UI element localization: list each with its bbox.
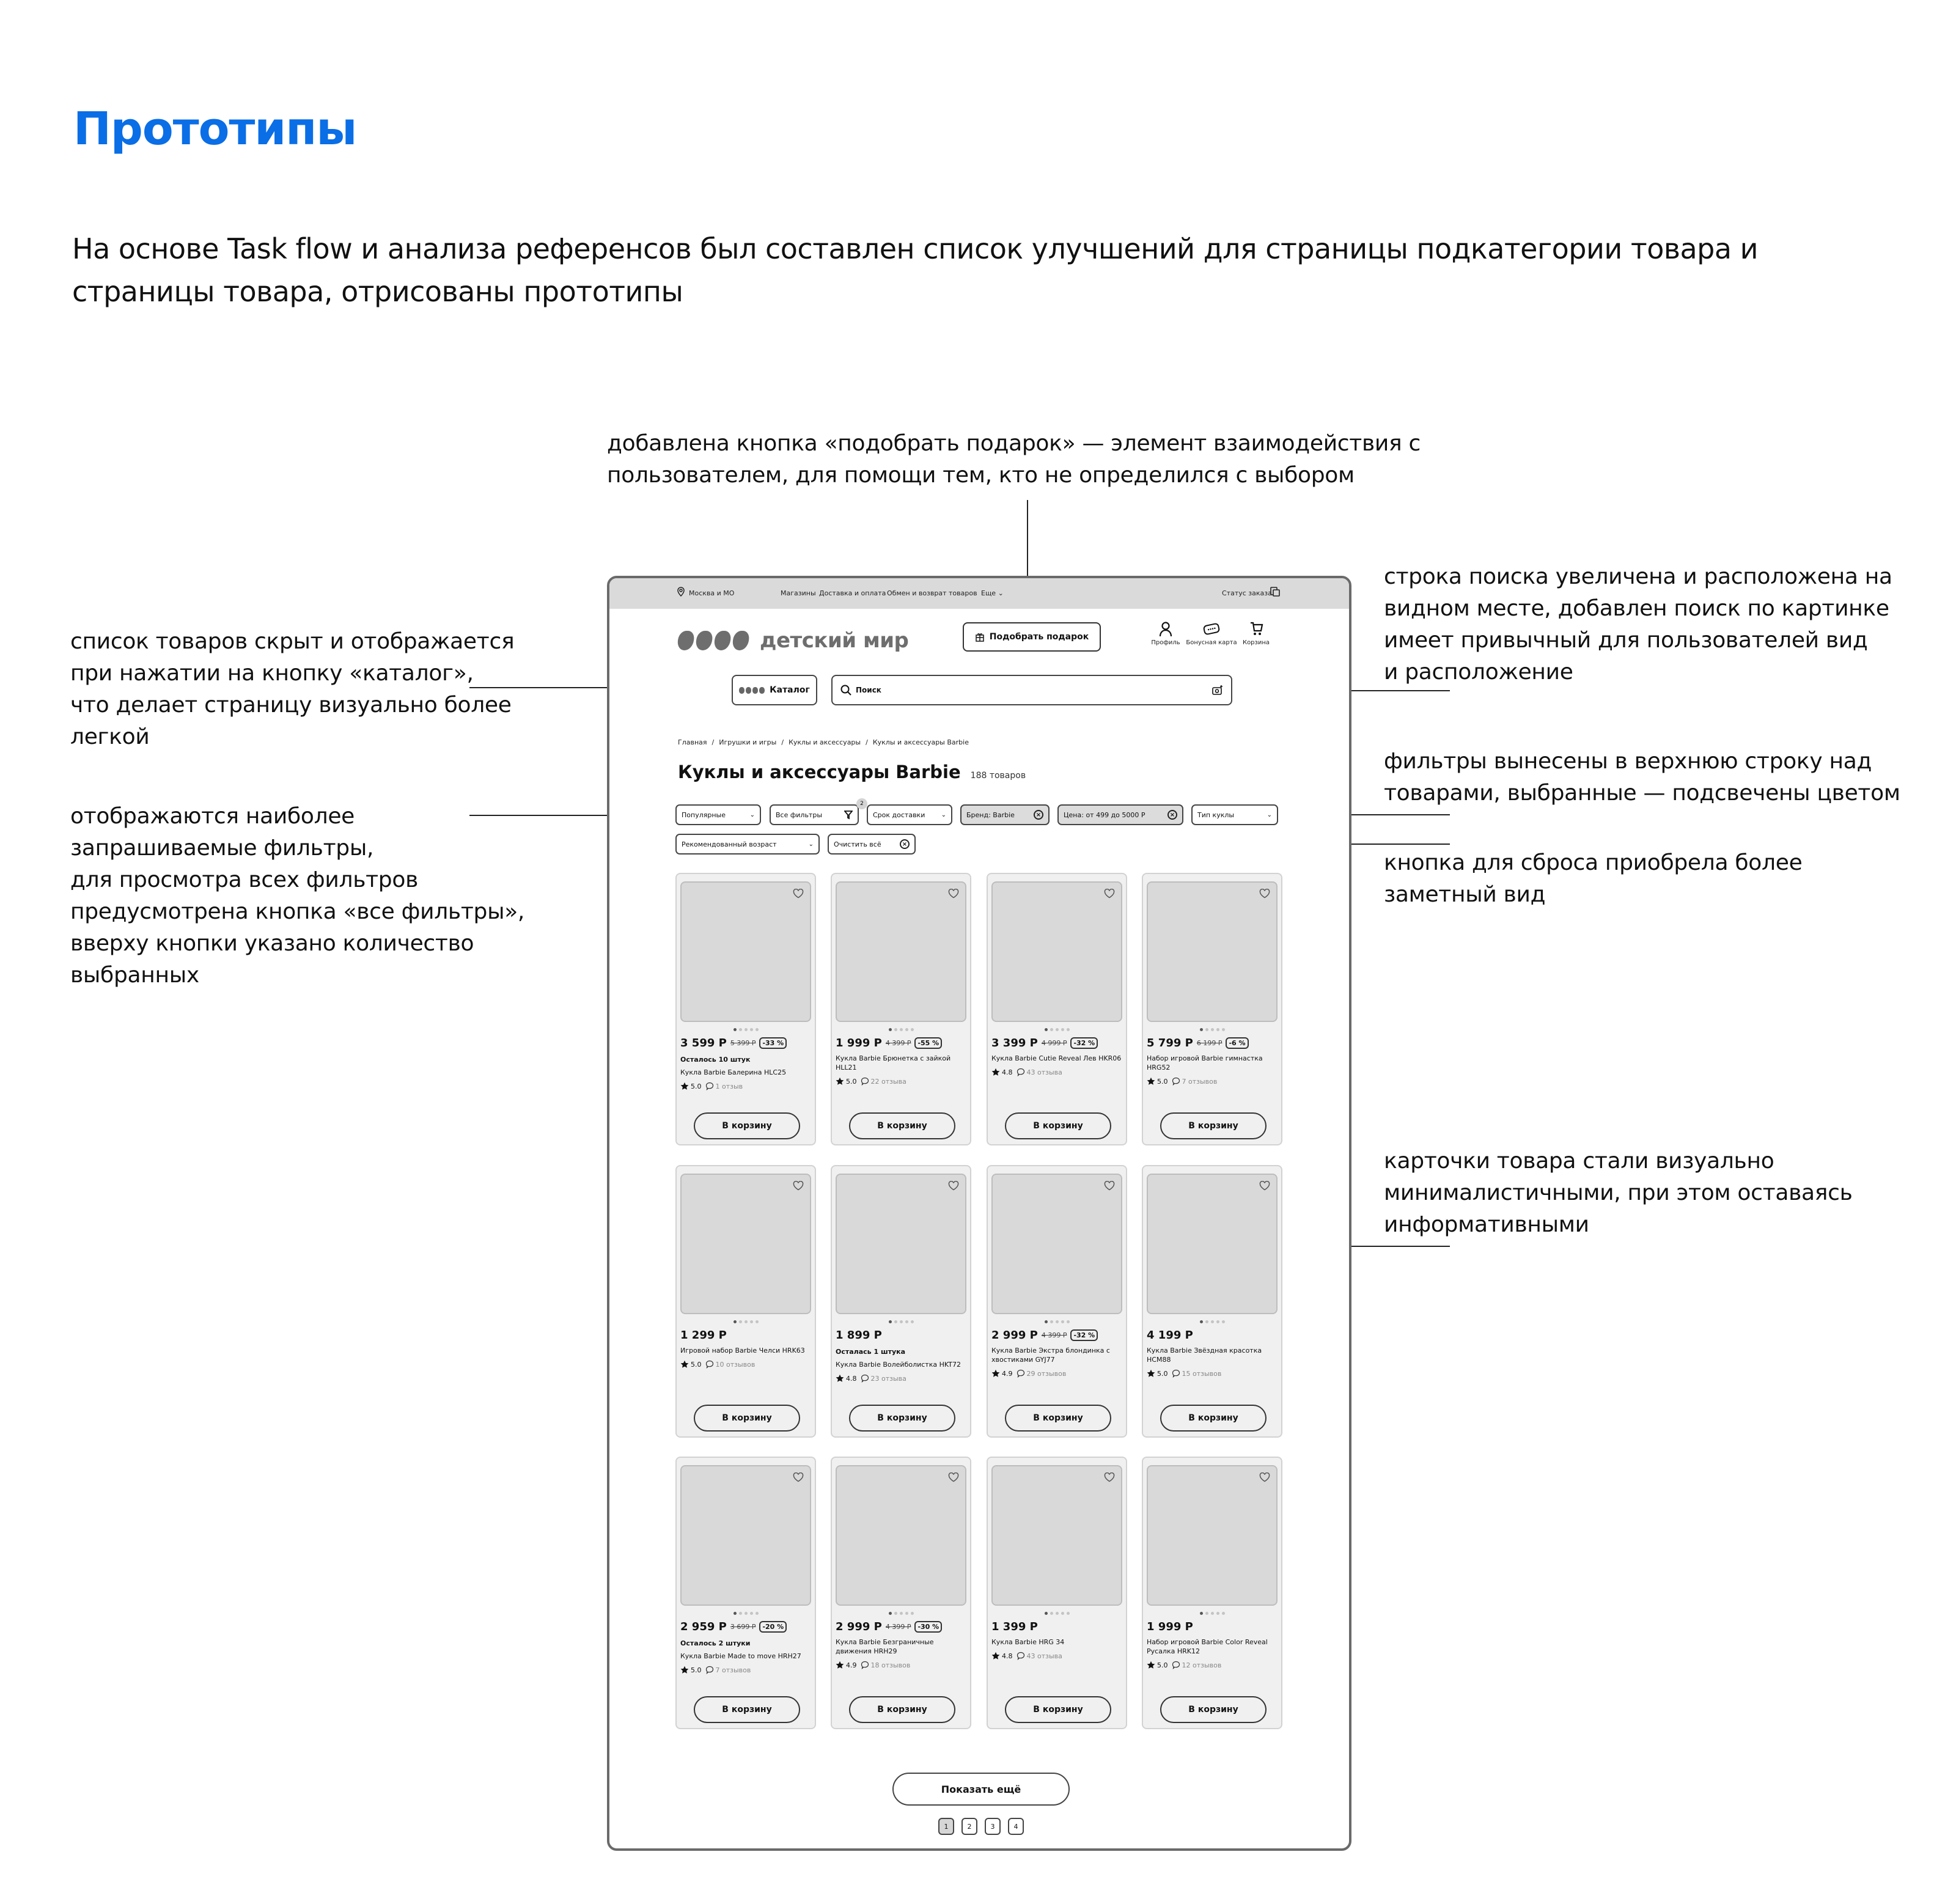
- reviews-count[interactable]: 18 отзывов: [870, 1661, 911, 1669]
- add-to-cart-button[interactable]: В корзину: [849, 1112, 955, 1139]
- annotation-search: [1384, 561, 1892, 688]
- product-rating: [1147, 1661, 1278, 1669]
- star-icon: [1147, 1661, 1155, 1669]
- comment-icon: [1172, 1369, 1180, 1378]
- order-status-link[interactable]: Статус заказа: [1222, 589, 1272, 597]
- location-pin-icon[interactable]: [677, 587, 685, 598]
- bonus-card-icon: [1202, 621, 1221, 637]
- annotation-line: добавлена кнопка «подобрать подарок» — элемент взаимодействия с: [607, 431, 1421, 456]
- star-icon: [991, 1652, 1000, 1660]
- product-rating: [680, 1360, 811, 1369]
- annotation-line: при нажатии на кнопку «каталог»,: [70, 661, 474, 686]
- all-filters-label: Все фильтры: [776, 810, 823, 819]
- product-name[interactable]: Кукла Barbie HRG 34: [991, 1638, 1065, 1646]
- product-old-price: 3 699 Р: [730, 1623, 756, 1631]
- annotation-line: пользователем, для помощи тем, кто не определился с выбором: [607, 463, 1355, 488]
- heart-icon[interactable]: [948, 889, 959, 899]
- product-card[interactable]: [1142, 1165, 1282, 1438]
- profile-label: Профиль: [1151, 639, 1180, 646]
- product-price: 2 999 Р: [836, 1620, 882, 1633]
- add-to-cart-button[interactable]: В корзину: [694, 1696, 800, 1723]
- product-old-price: 4 999 Р: [1041, 1039, 1067, 1047]
- comment-icon: [705, 1666, 714, 1674]
- chevron-down-icon: ⌄: [749, 811, 755, 818]
- image-carousel-dots[interactable]: [677, 1028, 815, 1031]
- stock-note: Осталось 10 штук: [680, 1056, 751, 1064]
- rating-value: 5.0: [1157, 1077, 1168, 1086]
- brand-filter-chip[interactable]: [960, 804, 1050, 825]
- clear-icon: ×: [900, 839, 910, 849]
- pagination: [938, 1818, 1024, 1835]
- logo-text: детский мир: [760, 628, 909, 653]
- rating-value: 5.0: [691, 1082, 702, 1090]
- product-price: 5 799 Р: [1147, 1037, 1193, 1049]
- product-card[interactable]: [831, 873, 971, 1145]
- header-profile[interactable]: [1147, 621, 1184, 646]
- product-price: 3 599 Р: [680, 1037, 727, 1049]
- product-rating: [991, 1068, 1122, 1076]
- product-card[interactable]: [987, 873, 1127, 1145]
- annotation-line: запрашиваемые фильтры,: [70, 836, 374, 861]
- product-card[interactable]: [987, 1165, 1127, 1438]
- product-rating: [836, 1661, 966, 1669]
- clear-all-label: Очистить всё: [834, 840, 881, 848]
- heart-icon[interactable]: [1259, 1181, 1270, 1191]
- product-name[interactable]: Набор игровой Barbie гимнастка HRG52: [1147, 1054, 1263, 1071]
- rating-value: 4.9: [1002, 1369, 1013, 1378]
- all-filters-button[interactable]: [770, 801, 864, 825]
- discount-badge: -55 %: [914, 1037, 942, 1049]
- add-to-cart-button[interactable]: В корзину: [694, 1112, 800, 1139]
- top-bar: [609, 578, 1349, 609]
- comment-icon: [861, 1374, 869, 1383]
- rating-value: 5.0: [1157, 1661, 1168, 1669]
- product-rating: [1147, 1077, 1278, 1086]
- funnel-icon: [844, 810, 853, 820]
- intro-text: На основе Task flow и анализа референсов был составлен список улучшений для страницы подкатегории товара и страницы товара, отрисованы прототипы: [72, 232, 1759, 308]
- reviews-count[interactable]: 1 отзыв: [715, 1082, 743, 1090]
- rating-value: 4.9: [846, 1661, 857, 1669]
- product-image[interactable]: [680, 881, 811, 1022]
- star-icon: [836, 1661, 844, 1669]
- star-icon: [680, 1666, 689, 1674]
- add-to-cart-button[interactable]: В корзину: [849, 1696, 955, 1723]
- stock-note: Осталось 2 штуки: [680, 1639, 751, 1647]
- product-price: 2 959 Р: [680, 1620, 727, 1633]
- annotation-line: карточки товара стали визуально: [1384, 1149, 1774, 1174]
- product-name[interactable]: Кукла Barbie Безграничные движения HRH29: [836, 1638, 934, 1655]
- breadcrumb-item[interactable]: Главная: [678, 738, 707, 746]
- star-icon: [1147, 1369, 1155, 1378]
- product-name[interactable]: Кукла Barbie Балерина HLC25: [680, 1068, 787, 1076]
- image-carousel-dots[interactable]: [988, 1612, 1126, 1615]
- product-image[interactable]: [680, 1174, 811, 1314]
- cart-label: Корзина: [1242, 639, 1270, 646]
- catalog-label: Каталог: [770, 685, 810, 695]
- comment-icon: [705, 1082, 714, 1090]
- rating-value: 5.0: [1157, 1369, 1168, 1378]
- star-icon: [836, 1077, 844, 1086]
- image-carousel-dots[interactable]: [677, 1320, 815, 1323]
- rating-value: 4.8: [846, 1374, 857, 1383]
- product-old-price: 4 399 Р: [885, 1623, 911, 1631]
- product-price: 1 899 Р: [836, 1329, 882, 1342]
- location-link[interactable]: Москва и МО: [689, 589, 735, 597]
- product-rating: [680, 1666, 811, 1674]
- user-icon: [1158, 621, 1173, 637]
- clear-all-button[interactable]: [828, 834, 916, 855]
- product-name[interactable]: Игровой набор Barbie Челси HRK63: [680, 1347, 805, 1354]
- image-carousel-dots[interactable]: [832, 1320, 970, 1323]
- heart-icon[interactable]: [1259, 1472, 1270, 1482]
- topbar-link-stores[interactable]: Магазины: [781, 589, 816, 597]
- annotation-line: товарами, выбранные — подсвечены цветом: [1384, 781, 1900, 806]
- product-name[interactable]: Кукла Barbie Волейболистка HKT72: [836, 1361, 961, 1369]
- cart-icon: [1249, 621, 1263, 637]
- add-to-cart-button[interactable]: В корзину: [1160, 1405, 1267, 1432]
- chevron-down-icon: ⌄: [998, 589, 1004, 597]
- search-placeholder: Поиск: [856, 686, 881, 694]
- comment-icon: [1172, 1077, 1180, 1086]
- discount-badge: -32 %: [1070, 1037, 1098, 1049]
- product-card[interactable]: [675, 873, 816, 1145]
- annotation-cards: [1384, 1145, 1853, 1241]
- heart-icon[interactable]: [1104, 1472, 1115, 1482]
- product-name[interactable]: Набор игровой Barbie Color Reveal Русалка HRK12: [1147, 1638, 1268, 1655]
- product-rating: [680, 1082, 811, 1090]
- image-carousel-dots[interactable]: [832, 1028, 970, 1031]
- reviews-count[interactable]: 15 отзывов: [1182, 1369, 1222, 1378]
- sort-label: Популярные: [682, 810, 726, 819]
- star-icon: [680, 1082, 689, 1090]
- annotation-line: легкой: [70, 724, 150, 749]
- product-name[interactable]: Кукла Barbie Экстра блондинка с хвостиками GYJ77: [991, 1347, 1110, 1364]
- annotation-line: отображаются наиболее: [70, 804, 355, 829]
- category-count: 188 товаров: [970, 771, 1026, 781]
- logo-mark: [732, 631, 750, 650]
- comment-icon: [705, 1360, 714, 1369]
- image-carousel-dots[interactable]: [988, 1320, 1126, 1323]
- catalog-button[interactable]: [732, 675, 817, 705]
- product-image[interactable]: [836, 1174, 966, 1314]
- more-label: Еще: [981, 589, 996, 597]
- breadcrumb-separator: /: [711, 738, 715, 746]
- breadcrumb: [678, 738, 969, 746]
- product-old-price: 6 199 Р: [1196, 1039, 1222, 1047]
- breadcrumb-separator: /: [866, 738, 868, 746]
- annotation-reset: [1384, 847, 1802, 911]
- delivery-label: Срок доставки: [873, 810, 925, 819]
- heart-icon[interactable]: [793, 889, 804, 899]
- remove-filter-icon[interactable]: ×: [1034, 810, 1043, 820]
- page-title: Прототипы: [73, 103, 357, 155]
- star-icon: [836, 1374, 844, 1383]
- star-icon: [991, 1068, 1000, 1076]
- product-old-price: 4 399 Р: [885, 1039, 911, 1047]
- product-image[interactable]: [680, 1465, 811, 1606]
- product-rating: [1147, 1369, 1278, 1378]
- product-image[interactable]: [991, 881, 1122, 1022]
- discount-badge: -20 %: [759, 1621, 787, 1633]
- product-rating: [991, 1652, 1122, 1660]
- logo-mark: [677, 631, 695, 650]
- product-card[interactable]: [1142, 1457, 1282, 1729]
- annotation-line: что делает страницу визуально более: [70, 693, 512, 718]
- search-icon: [840, 684, 852, 696]
- product-price: 1 999 Р: [1147, 1620, 1193, 1633]
- image-carousel-dots[interactable]: [988, 1028, 1126, 1031]
- product-price: 1 399 Р: [991, 1620, 1038, 1633]
- product-name[interactable]: Кукла Barbie Cutie Reveal Лев HKR06: [991, 1054, 1122, 1062]
- stock-note: Осталась 1 штука: [836, 1348, 906, 1356]
- order-status-icon[interactable]: [1270, 586, 1281, 599]
- product-price: 1 299 Р: [680, 1329, 727, 1342]
- delivery-dropdown[interactable]: [867, 804, 952, 825]
- reviews-count[interactable]: 43 отзыва: [1026, 1068, 1062, 1076]
- page-button[interactable]: 2: [961, 1818, 977, 1835]
- add-to-cart-button[interactable]: В корзину: [1005, 1696, 1111, 1723]
- show-more-button[interactable]: Показать ещё: [892, 1773, 1070, 1806]
- gift-picker-label: Подобрать подарок: [989, 632, 1089, 642]
- chevron-down-icon: ⌄: [941, 811, 946, 818]
- chevron-down-icon: ⌄: [808, 840, 814, 848]
- product-image[interactable]: [1147, 1465, 1278, 1606]
- product-rating: [836, 1374, 966, 1383]
- topbar-link-more[interactable]: [981, 589, 1004, 597]
- annotation-line: список товаров скрыт и отображается: [70, 629, 515, 654]
- page-button[interactable]: 1: [938, 1818, 954, 1835]
- heart-icon[interactable]: [948, 1472, 959, 1482]
- add-to-cart-button[interactable]: В корзину: [1005, 1405, 1111, 1432]
- image-carousel-dots[interactable]: [1143, 1028, 1281, 1031]
- star-icon: [1147, 1077, 1155, 1086]
- rating-value: 5.0: [846, 1077, 857, 1086]
- prototype-frame: [607, 576, 1351, 1851]
- annotation-line: информативными: [1384, 1212, 1589, 1237]
- image-carousel-dots[interactable]: [677, 1612, 815, 1615]
- comment-icon: [1017, 1652, 1025, 1660]
- reviews-count[interactable]: 7 отзывов: [1182, 1077, 1218, 1086]
- product-image[interactable]: [991, 1174, 1122, 1314]
- discount-badge: -33 %: [759, 1037, 787, 1049]
- page-button[interactable]: 3: [985, 1818, 1001, 1835]
- catalog-logo-icon: [739, 687, 766, 694]
- product-name[interactable]: Кукла Barbie Звёздная красотка HCM88: [1147, 1347, 1262, 1364]
- annotation-line: фильтры вынесены в верхнюю строку над: [1384, 749, 1872, 774]
- age-label: Рекомендованный возраст: [682, 840, 777, 848]
- annotation-line: для просмотра всех фильтров: [70, 867, 418, 892]
- product-price: 2 999 Р: [991, 1329, 1038, 1342]
- reviews-count[interactable]: 12 отзывов: [1182, 1661, 1222, 1669]
- heart-icon[interactable]: [1259, 889, 1270, 899]
- logo[interactable]: [678, 628, 908, 653]
- breadcrumb-separator: /: [781, 738, 784, 746]
- doll-type-dropdown[interactable]: [1191, 804, 1278, 825]
- add-to-cart-button[interactable]: В корзину: [1160, 1112, 1267, 1139]
- rating-value: 4.8: [1002, 1068, 1013, 1076]
- product-card[interactable]: [831, 1457, 971, 1729]
- product-name[interactable]: Кукла Barbie Брюнетка с зайкой HLL21: [836, 1054, 951, 1071]
- product-rating: [836, 1077, 966, 1086]
- annotation-gift: [607, 428, 1421, 491]
- reviews-count[interactable]: 43 отзыва: [1026, 1652, 1062, 1660]
- heart-icon[interactable]: [793, 1472, 804, 1482]
- rating-value: 4.8: [1002, 1652, 1013, 1660]
- annotation-line: и расположение: [1384, 660, 1573, 685]
- product-card[interactable]: [1142, 873, 1282, 1145]
- annotation-line: кнопка для сброса приобрела более: [1384, 850, 1803, 875]
- age-dropdown[interactable]: [675, 834, 820, 855]
- star-icon: [991, 1369, 1000, 1378]
- product-card[interactable]: [831, 1165, 971, 1438]
- discount-badge: -32 %: [1070, 1329, 1098, 1341]
- add-to-cart-button[interactable]: В корзину: [849, 1405, 955, 1432]
- product-image[interactable]: [1147, 881, 1278, 1022]
- topbar-link-returns[interactable]: Обмен и возврат товаров: [887, 589, 977, 597]
- product-image[interactable]: [836, 1465, 966, 1606]
- product-price: 4 199 Р: [1147, 1329, 1193, 1342]
- product-card[interactable]: [675, 1457, 816, 1729]
- reviews-count[interactable]: 29 отзывов: [1026, 1369, 1067, 1378]
- add-to-cart-button[interactable]: В корзину: [694, 1405, 800, 1432]
- product-price: 3 399 Р: [991, 1037, 1038, 1049]
- product-image[interactable]: [836, 881, 966, 1022]
- price-filter-label: Цена: от 499 до 5000 Р: [1064, 810, 1145, 819]
- search-input[interactable]: [831, 675, 1232, 705]
- price-filter-chip[interactable]: [1057, 804, 1183, 825]
- annotation-filters-left: [70, 801, 524, 991]
- image-carousel-dots[interactable]: [1143, 1320, 1281, 1323]
- annotation-line: имеет привычный для пользователей вид: [1384, 628, 1868, 653]
- rating-value: 5.0: [691, 1360, 702, 1369]
- annotation-line: выбранных: [70, 963, 199, 988]
- logo-mark: [713, 631, 732, 650]
- product-price: 1 999 Р: [836, 1037, 882, 1049]
- breadcrumb-item: Куклы и аксессуары Barbie: [872, 738, 969, 746]
- discount-badge: -6 %: [1226, 1037, 1248, 1049]
- gift-icon: [975, 632, 985, 642]
- product-card[interactable]: [987, 1457, 1127, 1729]
- breadcrumb-item[interactable]: Куклы и аксессуары: [789, 738, 861, 746]
- annotation-line: вверху кнопки указано количество: [70, 931, 474, 956]
- heart-icon[interactable]: [1104, 889, 1115, 899]
- rating-value: 5.0: [691, 1666, 702, 1674]
- heart-icon[interactable]: [948, 1181, 959, 1191]
- brand-filter-label: Бренд: Barbie: [966, 810, 1015, 819]
- annotation-filters-right: [1384, 746, 1900, 809]
- breadcrumb-item[interactable]: Игрушки и игры: [719, 738, 777, 746]
- annotation-line: предусмотрена кнопка «все фильтры»,: [70, 899, 525, 924]
- reviews-count[interactable]: 23 отзыва: [870, 1374, 906, 1383]
- topbar-link-delivery[interactable]: Доставка и оплата: [819, 589, 886, 597]
- reviews-count[interactable]: 10 отзывов: [715, 1360, 756, 1369]
- category-title-text: Куклы и аксессуары Barbie: [678, 762, 961, 782]
- comment-icon: [861, 1661, 869, 1669]
- add-to-cart-button[interactable]: В корзину: [1160, 1696, 1267, 1723]
- product-rating: [991, 1369, 1122, 1378]
- page-button[interactable]: 4: [1008, 1818, 1024, 1835]
- comment-icon: [861, 1077, 869, 1086]
- product-image[interactable]: [991, 1465, 1122, 1606]
- remove-filter-icon[interactable]: ×: [1167, 810, 1177, 820]
- category-title: [678, 762, 1026, 782]
- heart-icon[interactable]: [1104, 1181, 1115, 1191]
- discount-badge: -30 %: [914, 1621, 942, 1633]
- sort-dropdown[interactable]: [675, 804, 761, 825]
- product-old-price: 5 399 Р: [730, 1039, 756, 1047]
- product-card[interactable]: [675, 1165, 816, 1438]
- reviews-count[interactable]: 7 отзывов: [715, 1666, 751, 1674]
- annotation-line: заметный вид: [1384, 882, 1546, 907]
- gift-picker-button[interactable]: [963, 622, 1101, 652]
- comment-icon: [1017, 1369, 1025, 1378]
- image-carousel-dots[interactable]: [1143, 1612, 1281, 1615]
- logo-mark: [695, 631, 713, 650]
- heart-icon[interactable]: [793, 1181, 804, 1191]
- annotation-line: строка поиска увеличена и расположена на: [1384, 564, 1892, 589]
- annotation-line: минималистичными, при этом оставаясь: [1384, 1180, 1853, 1205]
- filters-count-badge: 2: [856, 798, 867, 809]
- add-to-cart-button[interactable]: В корзину: [1005, 1112, 1111, 1139]
- comment-icon: [1172, 1661, 1180, 1669]
- product-image[interactable]: [1147, 1174, 1278, 1314]
- image-search-icon[interactable]: [1211, 684, 1224, 696]
- image-carousel-dots[interactable]: [832, 1612, 970, 1615]
- header-bonus-card[interactable]: [1184, 621, 1239, 646]
- reviews-count[interactable]: 22 отзыва: [870, 1077, 906, 1086]
- doll-type-label: Тип куклы: [1197, 810, 1235, 819]
- annotation-line: видном месте, добавлен поиск по картинке: [1384, 596, 1889, 621]
- chevron-down-icon: ⌄: [1267, 811, 1272, 818]
- star-icon: [680, 1360, 689, 1369]
- bonus-card-label: Бонусная карта: [1186, 639, 1237, 646]
- product-old-price: 4 399 Р: [1041, 1331, 1067, 1339]
- header-cart[interactable]: [1240, 621, 1272, 646]
- annotation-catalog: [70, 626, 514, 753]
- comment-icon: [1017, 1068, 1025, 1076]
- product-name[interactable]: Кукла Barbie Made to move HRH27: [680, 1652, 801, 1660]
